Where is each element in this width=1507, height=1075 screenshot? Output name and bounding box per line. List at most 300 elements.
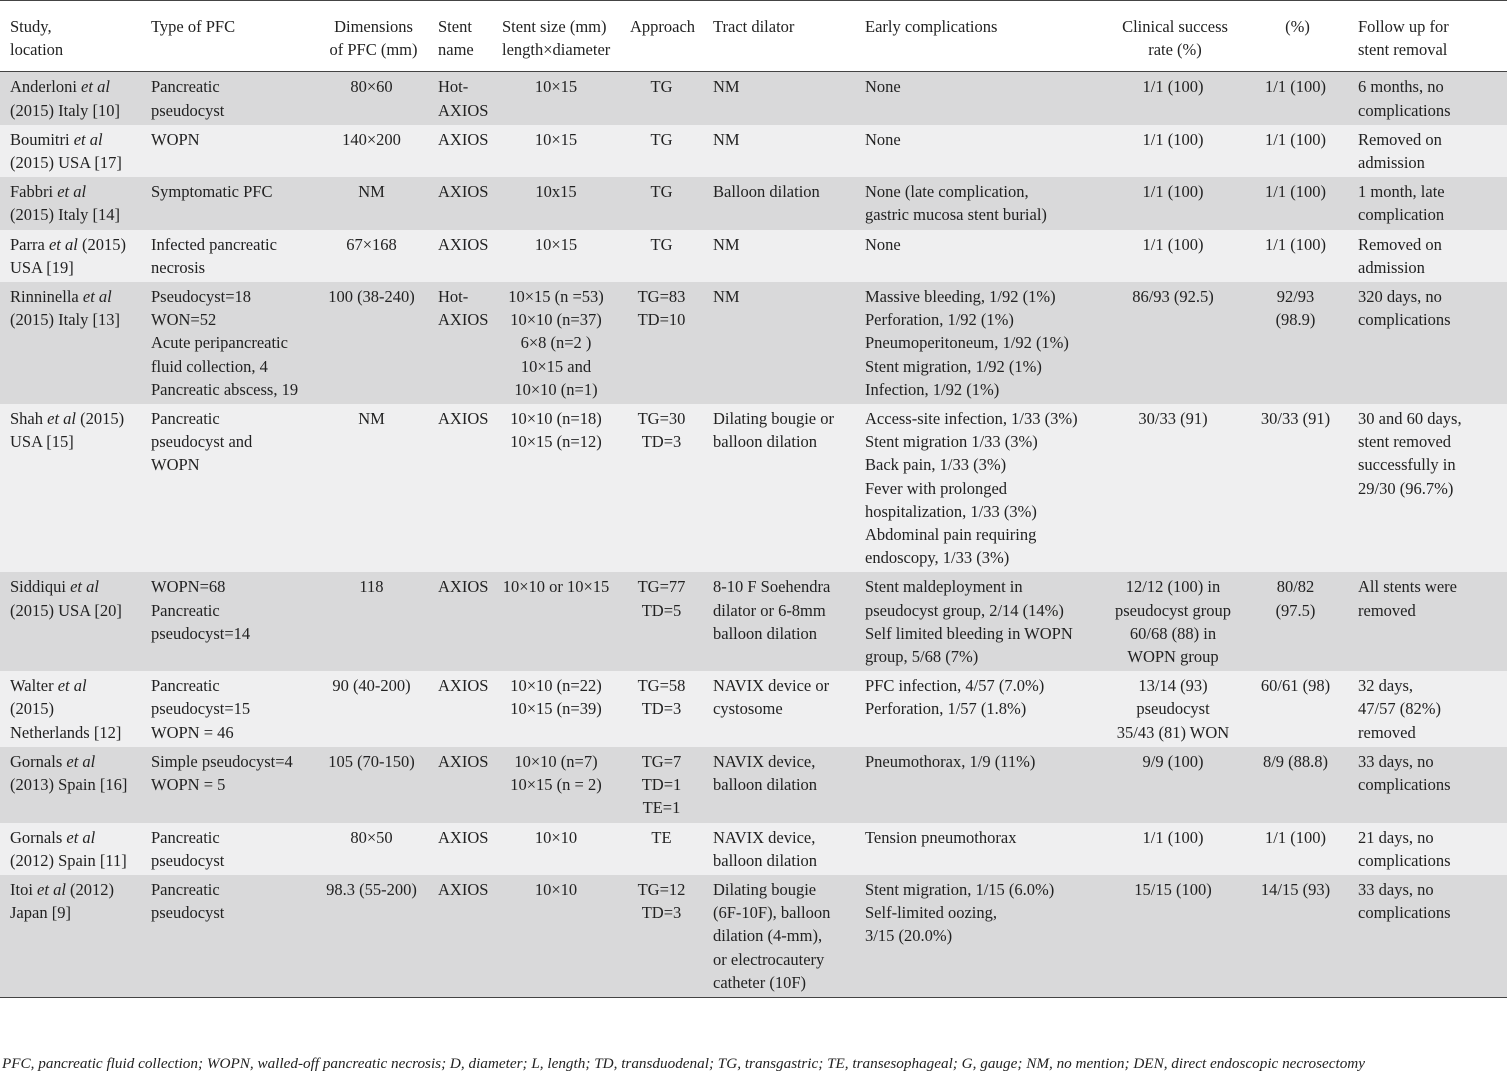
dimensions-line: 100 (38-240) — [328, 287, 415, 307]
table-row — [0, 404, 1507, 572]
table-body — [0, 72, 1507, 998]
cell-study — [0, 282, 141, 404]
early-complications-line: Self-limited oozing, — [865, 903, 997, 923]
cell-type — [141, 572, 315, 671]
early-complications-line: Perforation, 1/57 (1.8%) — [865, 699, 1027, 719]
study-text: Gornals — [10, 827, 67, 847]
early-complications-line: None — [865, 129, 901, 149]
type-line: fluid collection, 4 — [151, 356, 268, 376]
early-complications-line: Stent maldeployment in — [865, 577, 1023, 597]
type-line: pseudocyst=14 — [151, 623, 251, 643]
follow-up-line: complications — [1358, 775, 1451, 795]
cell-stent-name — [428, 823, 492, 875]
header-study — [0, 1, 141, 72]
clinical-success-line: 1/1 (100) — [1142, 77, 1204, 97]
percent-line: 8/9 (88.8) — [1262, 751, 1329, 771]
percent-line: 60/61 (98) — [1260, 676, 1331, 696]
early-complications-line: Abdominal pain requiring — [865, 525, 1037, 545]
stent-name-line: AXIOS — [438, 577, 489, 597]
clinical-success-line: 1/1 (100) — [1142, 234, 1204, 254]
cell-percent — [1243, 572, 1348, 671]
cell-percent — [1243, 125, 1348, 177]
stent-size-line: 10×10 — [534, 879, 578, 899]
type-line: Acute peripancreatic — [151, 333, 288, 353]
type-line: Pancreatic — [151, 600, 220, 620]
stent-name-line: AXIOS — [438, 182, 489, 202]
clinical-success-line: 1/1 (100) — [1142, 182, 1204, 202]
study-line — [10, 233, 135, 256]
cell-clinical-success — [1103, 230, 1243, 282]
header-line: (%) — [1285, 17, 1310, 36]
stent-name-line: AXIOS — [438, 676, 489, 696]
early-complications-line: Fever with prolonged — [865, 478, 1008, 498]
follow-up-line: 320 days, no — [1358, 287, 1442, 307]
approach-line: TG — [650, 77, 673, 97]
approach-line: TE=1 — [642, 798, 681, 818]
et-al-text: et al — [66, 751, 96, 771]
stent-size-line: 10×10 (n=37) — [510, 310, 602, 330]
follow-up-line: 29/30 (96.7%) — [1358, 478, 1454, 498]
cell-dimensions — [315, 572, 428, 671]
cell-study — [0, 72, 141, 125]
type-line: WOPN — [151, 129, 200, 149]
stent-size-line: 6×8 (n=2 ) — [520, 333, 592, 353]
study-line — [10, 407, 135, 430]
cell-stent-size — [492, 404, 620, 572]
cell-stent-size — [492, 747, 620, 823]
percent-line: 1/1 (100) — [1265, 129, 1326, 149]
stent-size-line: 10×10 (n=18) — [510, 409, 602, 429]
type-line: Pancreatic abscess, 19 — [151, 379, 299, 399]
clinical-success-line: pseudocyst group — [1115, 600, 1231, 620]
stent-size-line: 10×15 — [534, 234, 578, 254]
early-complications-line: Pneumoperitoneum, 1/92 (1%) — [865, 333, 1069, 353]
cell-early-complications — [855, 230, 1103, 282]
cell-percent — [1243, 404, 1348, 572]
study-line — [10, 75, 135, 98]
study-line — [10, 721, 135, 744]
percent-line: 1/1 (100) — [1265, 77, 1326, 97]
cell-dimensions — [315, 671, 428, 747]
cell-type — [141, 177, 315, 229]
study-line — [10, 826, 135, 849]
et-al-text: et al — [48, 234, 78, 254]
early-complications-line: Access-site infection, 1/33 (3%) — [865, 409, 1078, 429]
study-text: (2015) Italy [14] — [10, 205, 120, 225]
tract-dilator-line: NM — [713, 129, 740, 149]
cell-follow-up — [1348, 572, 1507, 671]
cell-stent-size — [492, 823, 620, 875]
cell-dimensions — [315, 823, 428, 875]
follow-up-line: successfully in — [1358, 455, 1456, 475]
header-early-complications — [855, 1, 1103, 72]
percent-line: 80/82 — [1276, 577, 1315, 597]
cell-dimensions — [315, 230, 428, 282]
cell-stent-size — [492, 230, 620, 282]
tract-dilator-line: NAVIX device, — [713, 751, 816, 771]
header-stent-size — [492, 1, 620, 72]
stent-size-line: 10x15 — [535, 182, 577, 202]
type-line: Pancreatic — [151, 879, 220, 899]
stent-name-line: AXIOS — [438, 409, 489, 429]
header-tract-dilator — [703, 1, 855, 72]
study-text: (2015) USA [17] — [10, 153, 122, 173]
stent-size-line: 10×15 (n =53) — [508, 287, 604, 307]
cell-percent — [1243, 747, 1348, 823]
et-al-text: et al — [82, 287, 112, 307]
cell-approach — [620, 404, 703, 572]
follow-up-line: complication — [1358, 205, 1445, 225]
type-line: Pancreatic — [151, 77, 220, 97]
cell-follow-up — [1348, 823, 1507, 875]
type-line: WOPN = 5 — [151, 775, 226, 795]
early-complications-line: Back pain, 1/33 (3%) — [865, 455, 1007, 475]
follow-up-line: complications — [1358, 100, 1451, 120]
clinical-success-line: 60/68 (88) in — [1129, 623, 1217, 643]
type-line: pseudocyst and — [151, 432, 253, 452]
cell-dimensions — [315, 282, 428, 404]
follow-up-line: 47/57 (82%) — [1358, 699, 1441, 719]
cell-tract-dilator — [703, 572, 855, 671]
stent-size-line: 10×15 (n=39) — [510, 699, 602, 719]
tract-dilator-line: 8-10 F Soehendra — [713, 577, 831, 597]
clinical-success-line: 13/14 (93) — [1138, 676, 1208, 696]
approach-line: TG — [650, 234, 673, 254]
approach-line: TG — [650, 129, 673, 149]
cell-follow-up — [1348, 177, 1507, 229]
header-follow-up — [1348, 1, 1507, 72]
type-line: Infected pancreatic — [151, 234, 277, 254]
header-line: Follow up for — [1358, 17, 1449, 36]
clinical-success-line: WOPN group — [1127, 647, 1219, 667]
stent-name-line: Hot- — [438, 77, 469, 97]
clinical-success-line: 1/1 (100) — [1142, 129, 1204, 149]
cell-stent-size — [492, 671, 620, 747]
clinical-success-line: 12/12 (100) in — [1125, 577, 1221, 597]
tract-dilator-line: NM — [713, 234, 740, 254]
cell-clinical-success — [1103, 875, 1243, 998]
approach-line: TD=1 — [641, 775, 682, 795]
percent-line: 1/1 (100) — [1265, 234, 1326, 254]
cell-clinical-success — [1103, 72, 1243, 125]
study-text: Siddiqui — [10, 577, 71, 597]
cell-study — [0, 230, 141, 282]
approach-line: TG=77 — [637, 577, 686, 597]
stent-size-line: 10×15 and — [520, 356, 592, 376]
approach-line: TG=12 — [637, 879, 686, 899]
cell-stent-size — [492, 125, 620, 177]
cell-study — [0, 572, 141, 671]
study-text: (2015) USA [20] — [10, 600, 122, 620]
cell-tract-dilator — [703, 72, 855, 125]
early-complications-line: Perforation, 1/92 (1%) — [865, 310, 1014, 330]
approach-line: TG=83 — [637, 287, 686, 307]
stent-name-line: AXIOS — [438, 100, 489, 120]
type-line: WON=52 — [151, 310, 217, 330]
cell-dimensions — [315, 875, 428, 998]
early-complications-line: None (late complication, — [865, 182, 1029, 202]
study-text: Anderloni — [10, 77, 82, 97]
percent-line: 1/1 (100) — [1265, 827, 1326, 847]
dimensions-line: 98.3 (55-200) — [326, 879, 417, 899]
cell-approach — [620, 230, 703, 282]
follow-up-line: admission — [1358, 153, 1425, 173]
tract-dilator-line: NAVIX device or — [713, 676, 830, 696]
follow-up-line: removed — [1358, 600, 1416, 620]
tract-dilator-line: Balloon dilation — [713, 182, 820, 202]
early-complications-line: Massive bleeding, 1/92 (1%) — [865, 287, 1056, 307]
dimensions-line: NM — [358, 409, 385, 429]
cell-follow-up — [1348, 747, 1507, 823]
study-line — [10, 203, 135, 226]
header-line: Study, — [10, 17, 52, 36]
type-line: pseudocyst — [151, 100, 225, 120]
table-row — [0, 875, 1507, 998]
cell-early-complications — [855, 282, 1103, 404]
cell-clinical-success — [1103, 177, 1243, 229]
cell-type — [141, 282, 315, 404]
cell-stent-name — [428, 671, 492, 747]
cell-clinical-success — [1103, 671, 1243, 747]
dimensions-line: NM — [358, 182, 385, 202]
follow-up-line: admission — [1358, 257, 1425, 277]
et-al-text: et al — [47, 409, 76, 429]
table-row — [0, 572, 1507, 671]
approach-line: TD=3 — [641, 903, 682, 923]
header-line: length×diameter — [502, 40, 611, 60]
stent-name-line: AXIOS — [438, 129, 489, 149]
cell-stent-name — [428, 72, 492, 125]
cell-type — [141, 823, 315, 875]
study-line — [10, 878, 135, 901]
cell-percent — [1243, 230, 1348, 282]
tract-dilator-line: NM — [713, 77, 740, 97]
follow-up-line: 21 days, no — [1358, 827, 1434, 847]
cell-follow-up — [1348, 125, 1507, 177]
cell-early-complications — [855, 572, 1103, 671]
percent-line: 30/33 (91) — [1260, 409, 1331, 429]
cell-dimensions — [315, 747, 428, 823]
header-line: Early complications — [865, 17, 998, 36]
table-row — [0, 282, 1507, 404]
study-line — [10, 674, 135, 697]
early-complications-line: endoscopy, 1/33 (3%) — [865, 548, 1010, 568]
clinical-success-line: pseudocyst — [1136, 699, 1210, 719]
follow-up-line: 6 months, no — [1358, 77, 1444, 97]
cell-dimensions — [315, 125, 428, 177]
stent-size-line: 10×15 (n=12) — [510, 432, 602, 452]
study-text: (2012) — [65, 879, 115, 899]
type-line: pseudocyst — [151, 850, 225, 870]
cell-follow-up — [1348, 404, 1507, 572]
table-footnote: PFC, pancreatic fluid collection; WOPN, walled-off pancreatic necrosis; D, diameter; L, length; TD, transduodenal; TG, transgastric; TE, transesophageal; G, gauge; NM, no mention; DEN, direct endoscopic necrosectomy — [2, 1055, 1366, 1072]
tract-dilator-line: balloon dilation — [713, 775, 818, 795]
study-text: USA [15] — [10, 432, 74, 452]
tract-dilator-line: balloon dilation — [713, 432, 818, 452]
follow-up-line: Removed on — [1358, 129, 1442, 149]
cell-type — [141, 875, 315, 998]
early-complications-line: Tension pneumothorax — [865, 827, 1017, 847]
header-line: location — [10, 40, 64, 60]
dimensions-line: 90 (40-200) — [332, 676, 411, 696]
follow-up-line: complications — [1358, 850, 1451, 870]
type-line: Simple pseudocyst=4 — [151, 751, 293, 771]
study-text: Rinninella — [10, 287, 83, 307]
early-complications-line: gastric mucosa stent burial) — [865, 205, 1047, 225]
cell-stent-name — [428, 177, 492, 229]
study-text: Netherlands [12] — [10, 722, 122, 742]
cell-early-complications — [855, 404, 1103, 572]
cell-type — [141, 747, 315, 823]
follow-up-line: All stents were — [1358, 577, 1457, 597]
dimensions-line: 80×50 — [350, 827, 393, 847]
cell-dimensions — [315, 404, 428, 572]
header-line: of PFC (mm) — [329, 40, 418, 60]
study-text: (2015) — [77, 234, 126, 254]
header-line: stent removal — [1358, 40, 1448, 60]
cell-percent — [1243, 282, 1348, 404]
header-line: Dimensions — [334, 17, 413, 36]
cell-clinical-success — [1103, 282, 1243, 404]
header-line: Stent size (mm) — [502, 17, 607, 36]
tract-dilator-line: dilator or 6-8mm — [713, 600, 826, 620]
early-complications-line: Self limited bleeding in WOPN — [865, 623, 1073, 643]
cell-stent-name — [428, 747, 492, 823]
study-text: Japan [9] — [10, 903, 71, 923]
cell-percent — [1243, 72, 1348, 125]
cell-tract-dilator — [703, 230, 855, 282]
stent-size-line: 10×10 (n=7) — [514, 751, 598, 771]
study-line — [10, 151, 135, 174]
study-line — [10, 773, 135, 796]
stent-name-line: AXIOS — [438, 879, 489, 899]
stent-size-line: 10×15 — [534, 77, 578, 97]
table-row — [0, 747, 1507, 823]
cell-stent-size — [492, 572, 620, 671]
tract-dilator-line: or electrocautery — [713, 949, 825, 969]
dimensions-line: 118 — [359, 577, 384, 597]
stent-name-line: AXIOS — [438, 827, 489, 847]
tract-dilator-line: balloon dilation — [713, 623, 818, 643]
cell-approach — [620, 572, 703, 671]
tract-dilator-line: cystosome — [713, 699, 783, 719]
study-text: Shah — [10, 409, 48, 429]
stent-name-line: AXIOS — [438, 751, 489, 771]
cell-follow-up — [1348, 875, 1507, 998]
cell-approach — [620, 747, 703, 823]
early-complications-line: None — [865, 77, 901, 97]
tract-dilator-line: Dilating bougie — [713, 879, 817, 899]
follow-up-line: removed — [1358, 722, 1416, 742]
cell-tract-dilator — [703, 404, 855, 572]
header-stent-name — [428, 1, 492, 72]
dimensions-line: 105 (70-150) — [328, 751, 415, 771]
cell-stent-name — [428, 230, 492, 282]
et-al-text: et al — [57, 182, 87, 202]
header-line: name — [438, 40, 474, 60]
stent-size-line: 10×10 (n=1) — [514, 379, 598, 399]
percent-line: 14/15 (93) — [1260, 879, 1331, 899]
tract-dilator-line: balloon dilation — [713, 850, 818, 870]
follow-up-line: complications — [1358, 903, 1451, 923]
et-al-text: et al — [66, 827, 96, 847]
cell-follow-up — [1348, 72, 1507, 125]
study-line — [10, 430, 135, 453]
table-row — [0, 72, 1507, 125]
cell-approach — [620, 875, 703, 998]
cell-percent — [1243, 671, 1348, 747]
clinical-success-line: 86/93 (92.5) — [1132, 287, 1214, 307]
study-line — [10, 575, 135, 598]
tract-dilator-line: catheter (10F) — [713, 972, 806, 992]
early-complications-line: Pneumothorax, 1/9 (11%) — [865, 751, 1036, 771]
cell-study — [0, 125, 141, 177]
approach-line: TD=10 — [637, 310, 686, 330]
study-line — [10, 99, 135, 122]
study-text: (2015) — [76, 409, 125, 429]
follow-up-line: complications — [1358, 310, 1451, 330]
early-complications-line: pseudocyst group, 2/14 (14%) — [865, 600, 1064, 620]
cell-tract-dilator — [703, 125, 855, 177]
header-line: Type of PFC — [151, 17, 236, 36]
cell-type — [141, 125, 315, 177]
follow-up-line: 30 and 60 days, — [1358, 409, 1462, 429]
header-line: rate (%) — [1148, 40, 1202, 60]
cell-study — [0, 404, 141, 572]
early-complications-line: Stent migration 1/33 (3%) — [865, 432, 1038, 452]
study-text: Parra — [10, 234, 49, 254]
study-line — [10, 750, 135, 773]
cell-approach — [620, 282, 703, 404]
cell-approach — [620, 125, 703, 177]
study-line — [10, 697, 135, 720]
cell-stent-size — [492, 282, 620, 404]
table-row — [0, 125, 1507, 177]
tract-dilator-line: NAVIX device, — [713, 827, 816, 847]
study-line — [10, 128, 135, 151]
type-line: Pseudocyst=18 — [151, 287, 252, 307]
study-text: (2015) Italy [13] — [10, 310, 120, 330]
follow-up-line: Removed on — [1358, 234, 1442, 254]
tract-dilator-line: (6F-10F), balloon — [713, 903, 831, 923]
follow-up-line: 33 days, no — [1358, 879, 1434, 899]
study-text: Itoi — [10, 879, 38, 899]
dimensions-line: 80×60 — [350, 77, 393, 97]
tract-dilator-line: Dilating bougie or — [713, 409, 834, 429]
table-header-row — [0, 1, 1507, 72]
approach-line: TD=3 — [641, 699, 682, 719]
cell-percent — [1243, 177, 1348, 229]
study-text: Walter — [10, 676, 58, 696]
header-approach — [620, 1, 703, 72]
header-line: Clinical success — [1122, 17, 1228, 36]
approach-line: TD=3 — [641, 432, 682, 452]
study-text: USA [19] — [10, 257, 74, 277]
study-line — [10, 180, 135, 203]
type-line: Pancreatic — [151, 676, 220, 696]
header-line: Tract dilator — [713, 17, 795, 36]
header-dimensions — [315, 1, 428, 72]
cell-early-complications — [855, 875, 1103, 998]
early-complications-line: Stent migration, 1/92 (1%) — [865, 356, 1042, 376]
follow-up-line: 1 month, late — [1358, 182, 1445, 202]
study-line — [10, 285, 135, 308]
study-text: Gornals — [10, 751, 67, 771]
header-line: Stent — [438, 17, 472, 36]
table-row — [0, 823, 1507, 875]
et-al-text: et al — [73, 129, 103, 149]
early-complications-line: PFC infection, 4/57 (7.0%) — [865, 676, 1045, 696]
